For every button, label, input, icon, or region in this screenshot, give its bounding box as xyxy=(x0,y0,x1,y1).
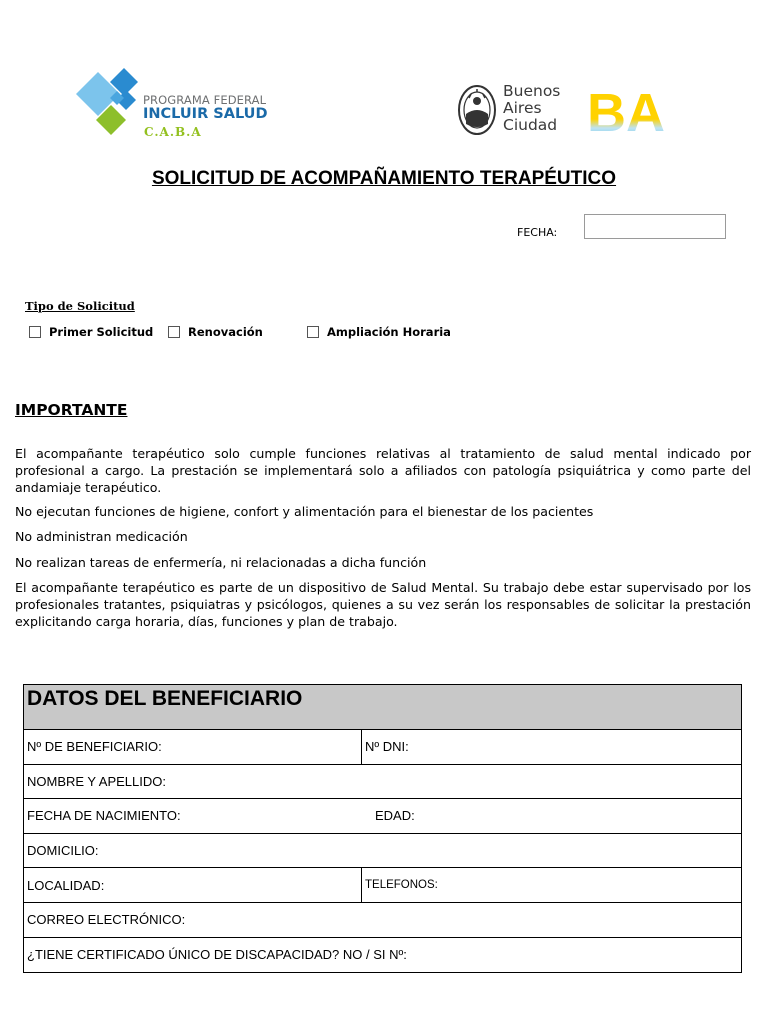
fecha-label: FECHA: xyxy=(517,226,558,239)
program-name-line1: PROGRAMA FEDERAL xyxy=(143,93,267,107)
program-name-line3: C.A.B.A xyxy=(144,125,202,139)
correo-electronico-field[interactable]: CORREO ELECTRÓNICO: xyxy=(27,912,186,928)
certificado-discapacidad-field[interactable]: ¿TIENE CERTIFICADO ÚNICO DE DISCAPACIDAD? NO / SI Nº: xyxy=(27,947,407,963)
importante-paragraph: No realizan tareas de enfermería, ni relacionadas a dicha función xyxy=(15,555,427,570)
program-name-line2: INCLUIR SALUD xyxy=(143,106,268,122)
diamond-logo-icon xyxy=(76,66,142,138)
fecha-nacimiento-field[interactable]: FECHA DE NACIMIENTO: xyxy=(27,808,181,824)
nro-beneficiario-field[interactable]: Nº DE BENEFICIARIO: xyxy=(24,730,362,764)
option-label: Primer Solicitud xyxy=(49,325,154,339)
telefonos-field[interactable]: TELEFONOS: xyxy=(365,879,438,892)
ba-mark-icon xyxy=(587,87,669,135)
table-row xyxy=(24,938,741,973)
city-logo-line3: Ciudad xyxy=(503,116,558,134)
edad-field[interactable]: EDAD: xyxy=(375,808,415,824)
table-row xyxy=(24,903,741,938)
table-row xyxy=(24,799,741,834)
checkbox-primer-solicitud[interactable] xyxy=(29,326,41,338)
beneficiario-table xyxy=(23,684,742,973)
city-logo-line2: Aires xyxy=(503,99,542,117)
importante-paragraph: No administran medicación xyxy=(15,529,188,544)
importante-paragraph: No ejecutan funciones de higiene, confort y alimentación para el bienestar de los pacientes xyxy=(15,504,594,519)
option-label: Renovación xyxy=(188,325,263,339)
importante-paragraph: El acompañante terapéutico solo cumple funciones relativas al tratamiento de salud mental indicado por profesional a cargo. La prestación se implementará solo a afiliados con patología psiquiátrica y como parte del andamiaje terapéutico. xyxy=(15,446,751,495)
tipo-solicitud-label: Tipo de Solicitud xyxy=(25,299,135,313)
importante-heading: IMPORTANTE xyxy=(15,401,128,419)
table-row xyxy=(24,765,741,800)
fecha-field[interactable] xyxy=(584,214,726,239)
option-label: Ampliación Horaria xyxy=(327,325,451,339)
option-renovacion[interactable] xyxy=(168,325,263,339)
svg-text:BA: BA xyxy=(587,87,665,135)
localidad-field[interactable]: LOCALIDAD: xyxy=(24,868,362,902)
city-logo-line1: Buenos xyxy=(503,82,561,100)
city-seal-icon xyxy=(457,84,497,136)
importante-paragraph: El acompañante terapéutico es parte de un dispositivo de Salud Mental. Su trabajo debe estar supervisado por los profesionales tratantes, psiquiatras y psicólogos, quienes a su vez serán los responsables de solicitar la prestación explicitando carga horaria, días, funciones y plan de trabajo. xyxy=(15,580,751,629)
table-row xyxy=(24,730,741,765)
table-row xyxy=(24,834,741,869)
domicilio-field[interactable]: DOMICILIO: xyxy=(27,843,99,859)
nombre-apellido-field[interactable]: NOMBRE Y APELLIDO: xyxy=(27,773,166,789)
option-ampliacion-horaria[interactable] xyxy=(307,325,451,339)
dni-field[interactable]: Nº DNI: xyxy=(365,739,409,755)
option-primer-solicitud[interactable] xyxy=(29,325,153,339)
table-row xyxy=(24,868,741,903)
programa-federal-logo xyxy=(76,66,286,138)
buenos-aires-logo xyxy=(457,84,672,138)
checkbox-ampliacion-horaria[interactable] xyxy=(307,326,319,338)
beneficiario-heading: DATOS DEL BENEFICIARIO xyxy=(24,685,741,730)
checkbox-renovacion[interactable] xyxy=(168,326,180,338)
page-title: SOLICITUD DE ACOMPAÑAMIENTO TERAPÉUTICO xyxy=(151,168,617,189)
